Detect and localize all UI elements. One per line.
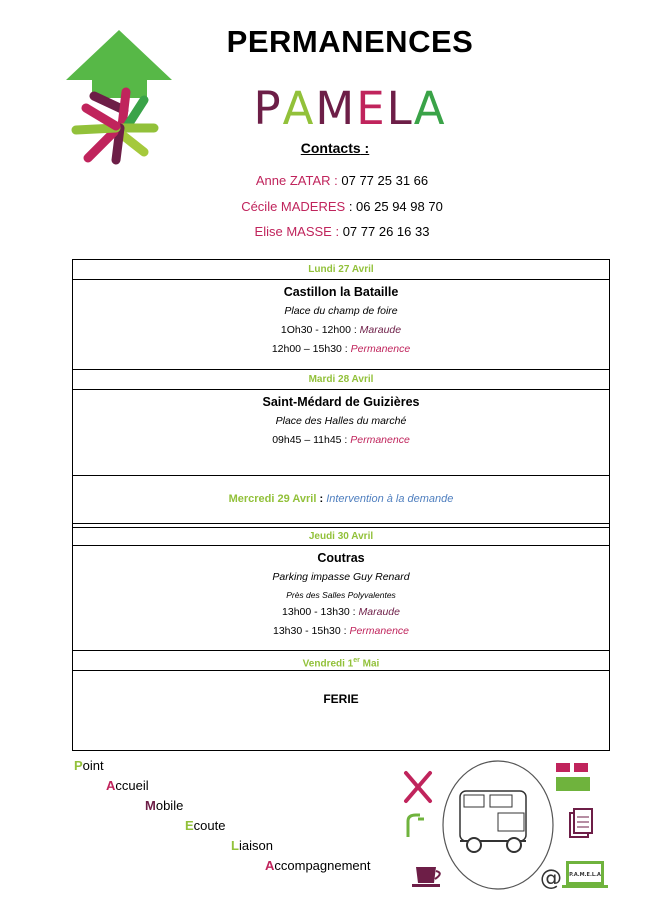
slot-time: 13h30 - 15h30 : xyxy=(272,625,350,637)
time-slot xyxy=(73,603,609,622)
brand-letter: L xyxy=(386,82,414,135)
time-slot xyxy=(73,340,609,359)
shower-icon xyxy=(408,815,424,837)
place-name: Saint-Médard de Guizières xyxy=(262,395,420,409)
sublocation: Près des Salles Polyvalentes xyxy=(286,590,396,600)
wednesday-label: Mercredi 29 Avril xyxy=(228,493,317,505)
location: Parking impasse Guy Renard xyxy=(272,571,410,583)
camper-van-icon xyxy=(443,761,553,889)
acronym-letter: M xyxy=(145,798,156,813)
acronym-letter: L xyxy=(231,838,239,853)
time-slot xyxy=(73,622,609,641)
location: Place du champ de foire xyxy=(284,305,398,317)
acronym-word: iaison xyxy=(238,838,273,853)
location: Place des Halles du marché xyxy=(275,415,407,427)
laptop-label: P.A.M.E.L.A xyxy=(569,872,601,878)
brand-letter: M xyxy=(315,82,357,135)
coffee-icon xyxy=(412,867,440,887)
meeting-icon xyxy=(556,763,590,791)
day-header-thursday: Jeudi 30 Avril xyxy=(73,527,609,546)
wednesday-sep: : xyxy=(316,493,327,505)
brand-letter: E xyxy=(356,82,387,135)
acronym-word: coute xyxy=(193,818,226,833)
acronym-letter: P xyxy=(74,758,83,773)
wednesday-note: Intervention à la demande xyxy=(326,493,454,505)
brand-letter: A xyxy=(413,82,447,135)
acronym-letter: E xyxy=(185,818,194,833)
acronym-word: obile xyxy=(155,798,184,813)
place-name: Coutras xyxy=(317,551,365,565)
slot-type: Permanence xyxy=(350,434,410,446)
day-body-tuesday xyxy=(73,393,609,476)
contact-line xyxy=(0,173,658,188)
fork-knife-icon xyxy=(406,773,430,801)
contacts-heading xyxy=(0,140,658,156)
time-slot xyxy=(73,321,609,340)
slot-time: 13h00 - 13h30 : xyxy=(282,606,359,618)
friday-month: Mai xyxy=(359,658,380,670)
place-name: Castillon la Bataille xyxy=(283,285,399,299)
friday-sup: er xyxy=(353,657,360,664)
acronym-letter: A xyxy=(265,858,275,873)
slot-time: 09h45 – 11h45 : xyxy=(272,434,351,446)
day-header-tuesday: Mardi 28 Avril xyxy=(73,370,609,390)
time-slot xyxy=(73,431,609,450)
acronym-line xyxy=(265,858,371,873)
acronym-line xyxy=(74,758,104,773)
acronym-word: ccueil xyxy=(115,778,149,793)
contact-name: Cécile MADERES xyxy=(241,199,346,214)
day-header-friday xyxy=(73,651,609,671)
contacts-colon: : xyxy=(360,140,370,156)
page-title: PERMANENCES xyxy=(226,24,474,59)
contact-line xyxy=(0,224,658,239)
day-row-wednesday xyxy=(73,476,609,524)
brand-letter: P xyxy=(253,82,283,135)
day-body-monday xyxy=(73,283,609,370)
slot-time: 12h00 – 15h30 : xyxy=(271,343,351,355)
acronym-word: oint xyxy=(82,758,104,773)
contact-name: Anne ZATAR : xyxy=(255,173,338,188)
brand-letter: A xyxy=(282,82,316,135)
acronym-line xyxy=(145,798,183,813)
day-header-monday: Lundi 27 Avril xyxy=(73,260,609,280)
schedule-table xyxy=(72,259,610,751)
acronym-line xyxy=(231,838,273,853)
slot-time: 1Oh30 - 12h00 : xyxy=(280,324,360,336)
slot-type: Permanence xyxy=(350,343,411,355)
acronym-line xyxy=(185,818,225,833)
contact-phone: 07 77 25 31 66 xyxy=(337,173,429,188)
contact-line xyxy=(0,199,658,214)
at-icon: @ xyxy=(540,866,562,891)
contact-phone: 07 77 26 16 33 xyxy=(339,224,430,239)
slot-type: Permanence xyxy=(349,625,410,637)
contact-phone: : 06 25 94 98 70 xyxy=(345,199,443,214)
slot-type: Maraude xyxy=(358,606,400,618)
day-body-thursday xyxy=(73,549,609,651)
footer-illustration xyxy=(398,755,608,895)
acronym-letter: A xyxy=(106,778,116,793)
slot-type: Maraude xyxy=(359,324,402,336)
contact-name: Elise MASSE : xyxy=(254,224,340,239)
documents-icon xyxy=(570,809,592,837)
brand-name xyxy=(0,82,658,135)
day-body-friday: FERIE xyxy=(323,692,359,706)
laptop-icon xyxy=(562,861,608,888)
acronym-word: ccompagnement xyxy=(274,858,371,873)
acronym-line xyxy=(106,778,149,793)
friday-label: Vendredi 1 xyxy=(302,658,354,670)
contacts-label: Contacts xyxy=(300,140,361,156)
